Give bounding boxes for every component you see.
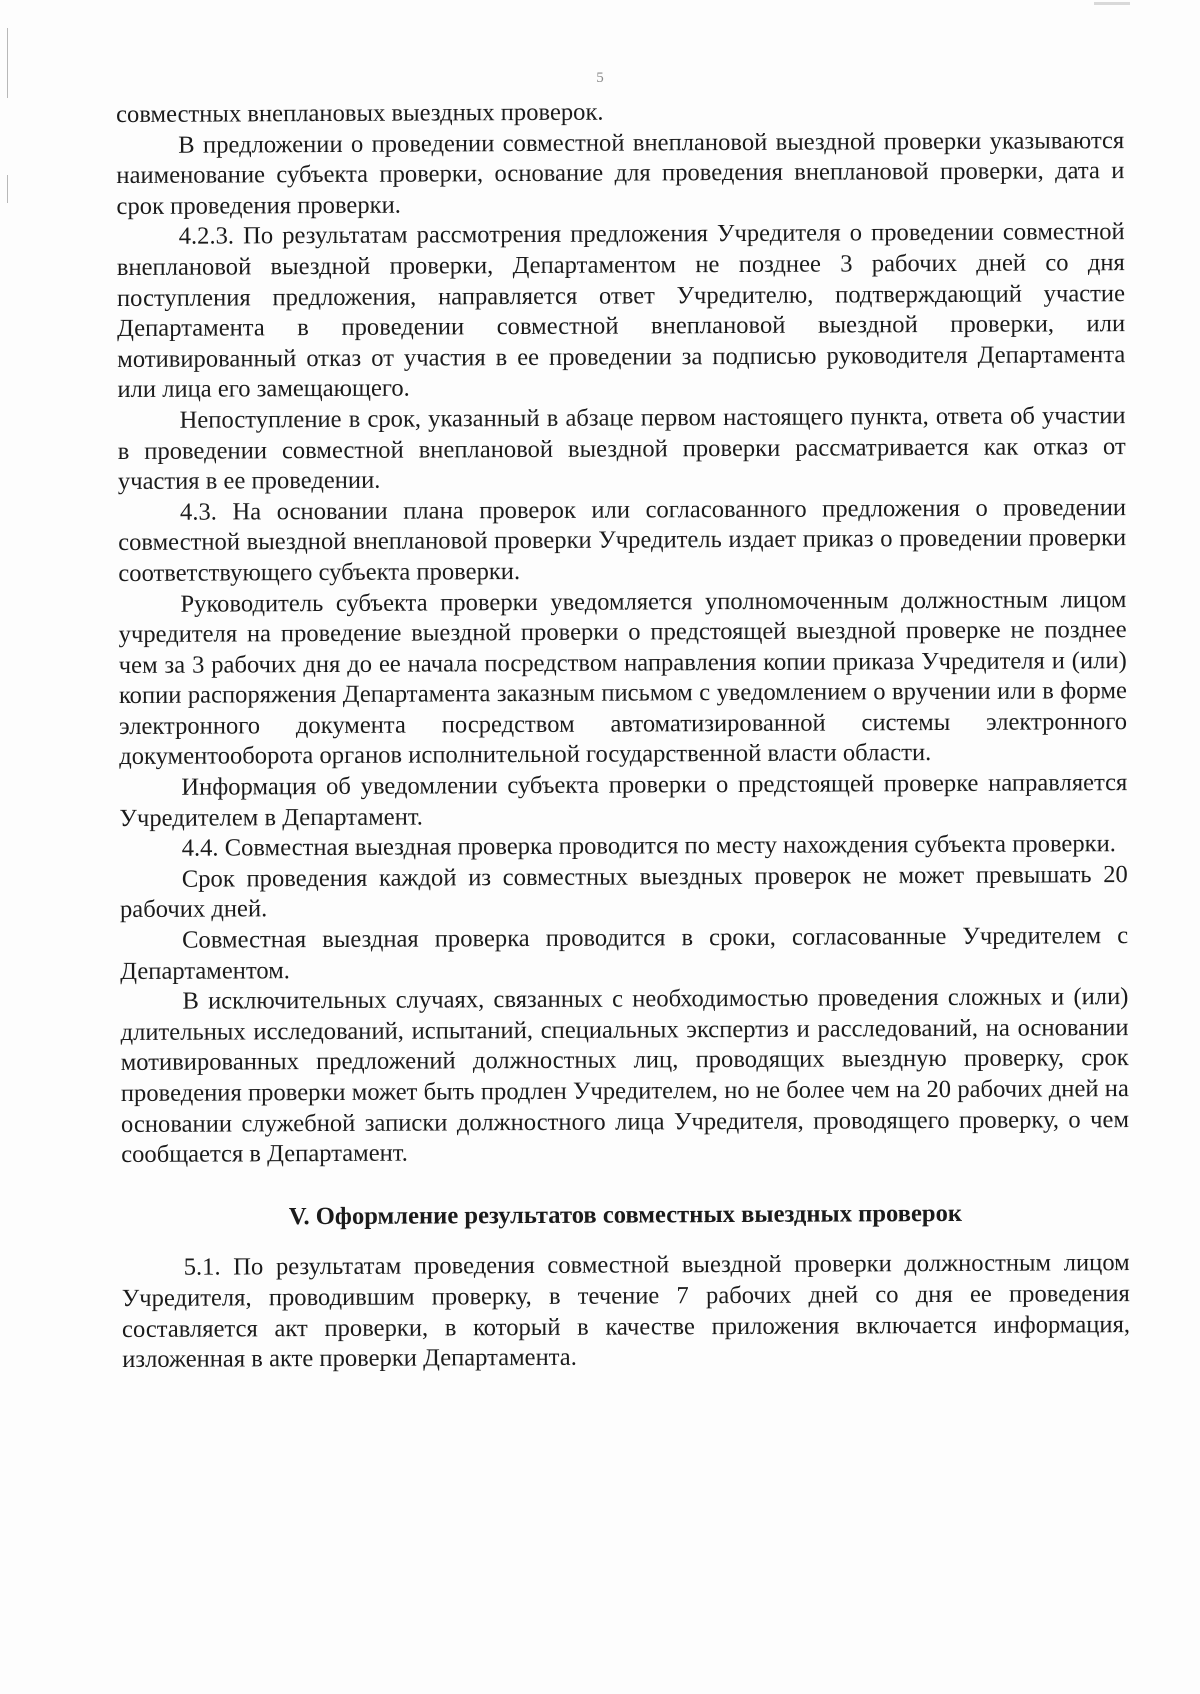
section-heading: V. Оформление результатов совместных выездных проверок (288, 1199, 963, 1230)
page-number: 5 (596, 70, 604, 86)
paragraph: совместных внеплановых выездных проверок. (116, 98, 604, 128)
paragraph: Срок проведения каждой из совместных выездных проверок не может превышать 20 рабочих дней. (119, 860, 1128, 924)
paragraph: 4.3. На основании плана проверок или согласованного предложения о проведении совместной выездной внеплановой проверки Учредитель издает приказ о проведении проверки соответствующего субъекта проверки. (118, 493, 1127, 587)
paragraph: В предложении о проведении совместной внеплановой выездной проверки указываются наименование субъекта проверки, основание для проведения внеплановой проверки, дата и срок проведения проверки. (116, 126, 1125, 220)
paragraph: Руководитель субъекта проверки уведомляется уполномоченным должностным лицом учредителя на проведение выездной проверки о предстоящей выездной проверке не позднее чем за 3 рабочих дня до ее начала посредством направления копии приказа Учредителя и (или) копии распоряжения Департамента заказным письмом с уведомлением о вручении или в форме электронного документа посредством автоматизированной системы электронного документооборота органов исполнительной государственной власти области. (118, 585, 1128, 771)
paragraph: 4.2.3. По результатам рассмотрения предложения Учредителя о проведении совместной внеплановой выездной проверки, Департаментом не позднее 3 рабочих дней со дня поступления предложения, направляется ответ Учредителю, подтверждающий участие Департамента в проведении совместной внеплановой выездной проверки, или мотивированный отказ от участия в ее проведении за подписью руководителя Департамента или лица его замещающего. (116, 218, 1126, 404)
paragraph: Непоступление в срок, указанный в абзаце первом настоящего пункта, ответа об участии в проведении совместной внеплановой выездной проверки рассматривается как отказ от участия в ее проведении. (117, 402, 1126, 496)
paragraph: Информация об уведомлении субъекта проверки о предстоящей проверке направляется Учредителем в Департамент. (119, 769, 1128, 832)
document-body (116, 95, 1130, 1376)
paragraph: В исключительных случаях, связанных с необходимостью проведения сложных и (или) длительных исследований, испытаний, специальных экспертиз и расследований, на основании мотивированных предложений должностных лиц, проводящих выездную проверку, срок проведения проверки может быть продлен Учредителем, но не более чем на 20 рабочих дней на основании служебной записки должностного лица Учредителя, проводящего проверку, о чем сообщается в Департамент. (120, 983, 1130, 1169)
paragraph: Совместная выездная проверка проводится в сроки, согласованные Учредителем с Департаментом. (120, 922, 1129, 985)
paragraph: 5.1. По результатам проведения совместной выездной проверки должностным лицом Учредителя, проводившим проверку, в течение 7 рабочих дней со дня ее проведения составляется акт проверки, в который в качестве приложения включается информация, изложенная в акте проверки Департамента. (121, 1249, 1131, 1374)
scan-artifact-mark (1094, 2, 1130, 5)
scan-artifact-line (7, 175, 8, 203)
scan-artifact-line (7, 28, 8, 98)
paragraph: 4.4. Совместная выездная проверка проводится по месту нахождения субъекта проверки. (181, 830, 1116, 862)
